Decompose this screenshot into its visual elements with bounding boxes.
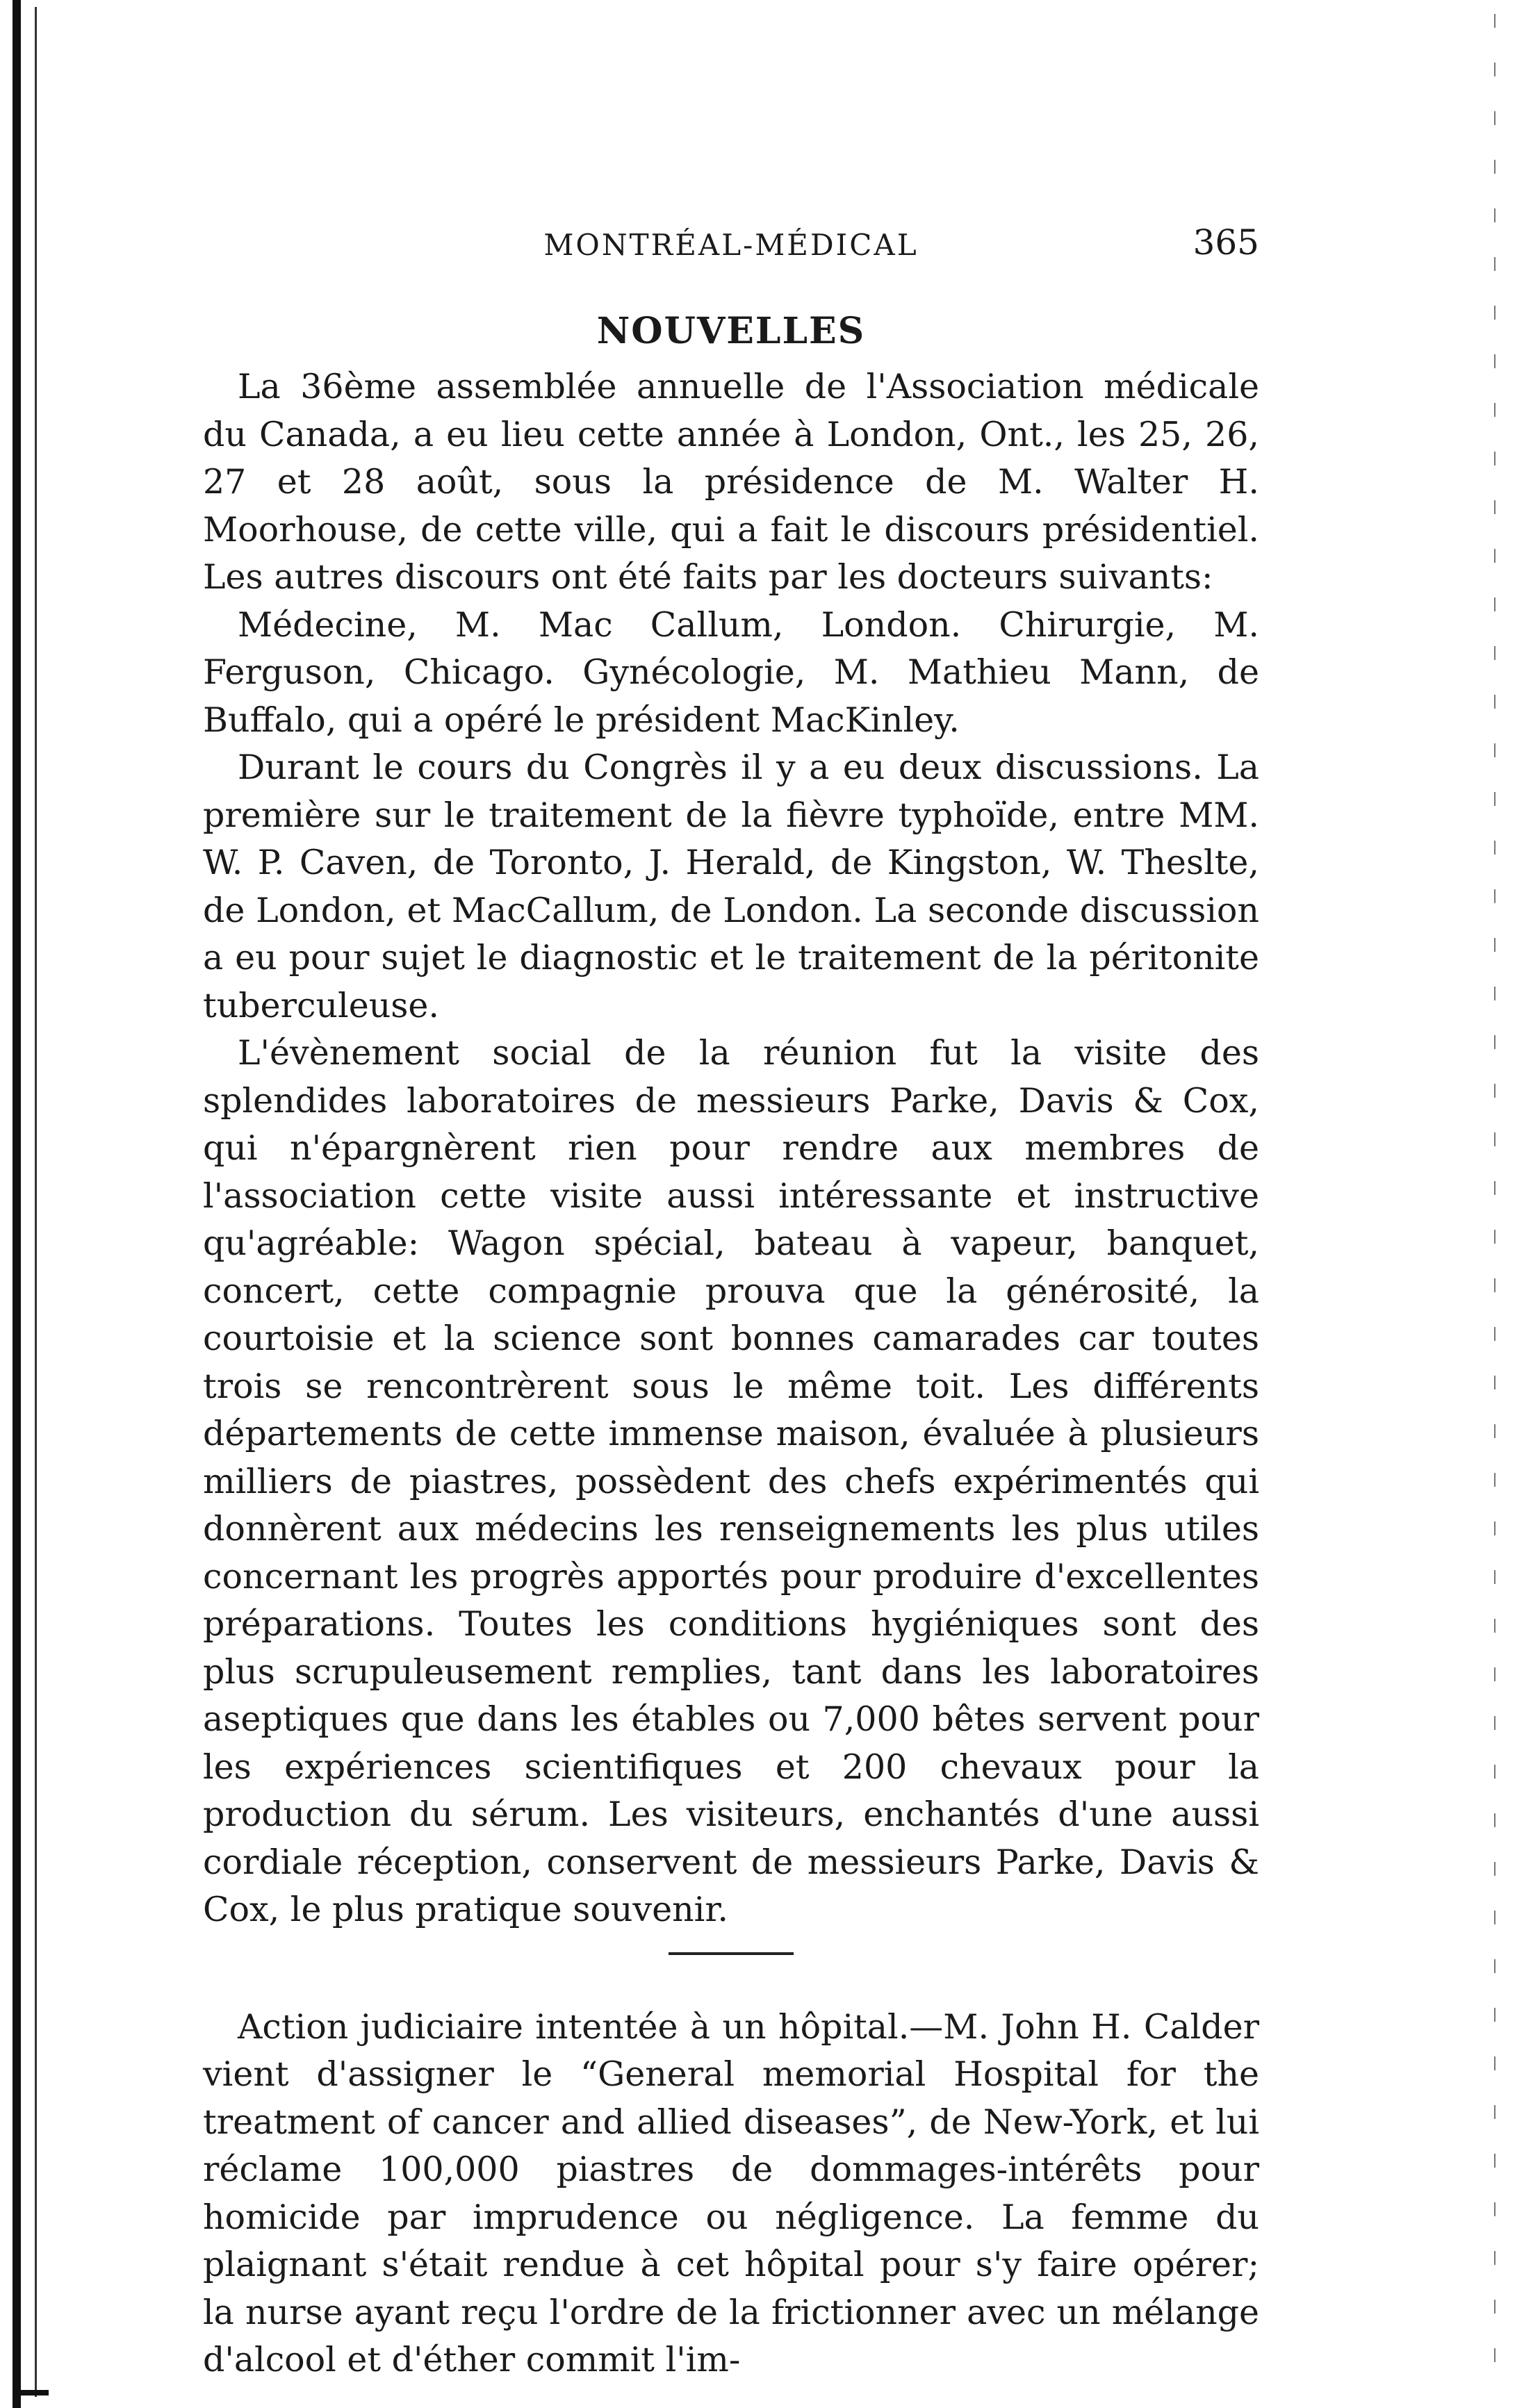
paragraph-discussions: Durant le cours du Congrès il y a eu deux discussions. La première sur le traitement de la fièvre typhoïde, entre MM. W. P. Caven, de Toronto, J. Herald, de Kingston, W. Theslte, de London, et MacCallum, de London. La seconde discussion a eu pour sujet le diagnostic et le traitement de la péritonite tuberculeuse. bbox=[203, 748, 1259, 1025]
running-header bbox=[203, 221, 1259, 267]
page-edge-shadow bbox=[1494, 14, 1496, 2390]
section-title: NOUVELLES bbox=[596, 310, 866, 352]
binding-edge-line bbox=[35, 7, 37, 2397]
page-number: 365 bbox=[1193, 222, 1259, 263]
section-divider bbox=[669, 1952, 794, 1955]
paragraph-association: La 36ème assemblée annuelle de l'Association médicale du Canada, a eu lieu cette année à London, Ont., les 25, 26, 27 et 28 août, sous la présidence de M. Walter H. Moorhouse, de cette ville, qui a fait le discours présidentiel. Les autres discours ont été faits par les docteurs suivants: bbox=[203, 367, 1259, 597]
paragraph-social-event: L'évènement social de la réunion fut la visite des splendides laboratoires de messieurs Parke, Davis & Cox, qui n'épargnèrent rien pour rendre aux membres de l'association cette visite aussi intéressante et instructive qu'agréable: Wagon spécial, bateau à vapeur, banquet, concert, cette compagnie prouva que la générosité, la courtoisie et la science sont bonnes camarades car toutes trois se rencontrèrent sous le même toit. Les différents départements de cette immense maison, évaluée à plusieurs milliers de piastres, possèdent des chefs expérimentés qui donnèrent aux médecins les renseignements les plus utiles concernant les progrès apportés pour produire d'excellentes préparations. Toutes les conditions hygiéniques sont des plus scrupuleusement remplies, tant dans les laboratoires aseptiques que dans les étables ou 7,000 bêtes servent pour les expériences scientifiques et 200 chevaux pour la production du sérum. Les visiteurs, enchantés d'une aussi cordiale réception, conservent de messieurs Parke, Davis & Cox, le plus pratique souvenir. bbox=[203, 1033, 1259, 1929]
binding-edge bbox=[13, 0, 21, 2408]
paragraph-lawsuit: Action judiciaire intentée à un hôpital.—M. John H. Calder vient d'assigner le “General memorial Hospital for the treatment of cancer and allied diseases”, de New-York, et lui réclame 100,000 piastres de dommages-intérêts pour homicide par imprudence ou négligence. La femme du plaignant s'était rendue à cet hôpital pour s'y faire opérer; la nurse ayant reçu l'ordre de la frictionner avec un mélange d'alcool et d'éther commit l'im- bbox=[203, 2006, 1259, 2380]
binding-edge-foot bbox=[21, 2390, 49, 2395]
page-content bbox=[203, 221, 1259, 2380]
running-title: MONTRÉAL-MÉDICAL bbox=[543, 228, 919, 262]
paragraph-speakers: Médecine, M. Mac Callum, London. Chirurgie, M. Ferguson, Chicago. Gynécologie, M. Mathieu Mann, de Buffalo, qui a opéré le président MacKinley. bbox=[203, 604, 1259, 740]
